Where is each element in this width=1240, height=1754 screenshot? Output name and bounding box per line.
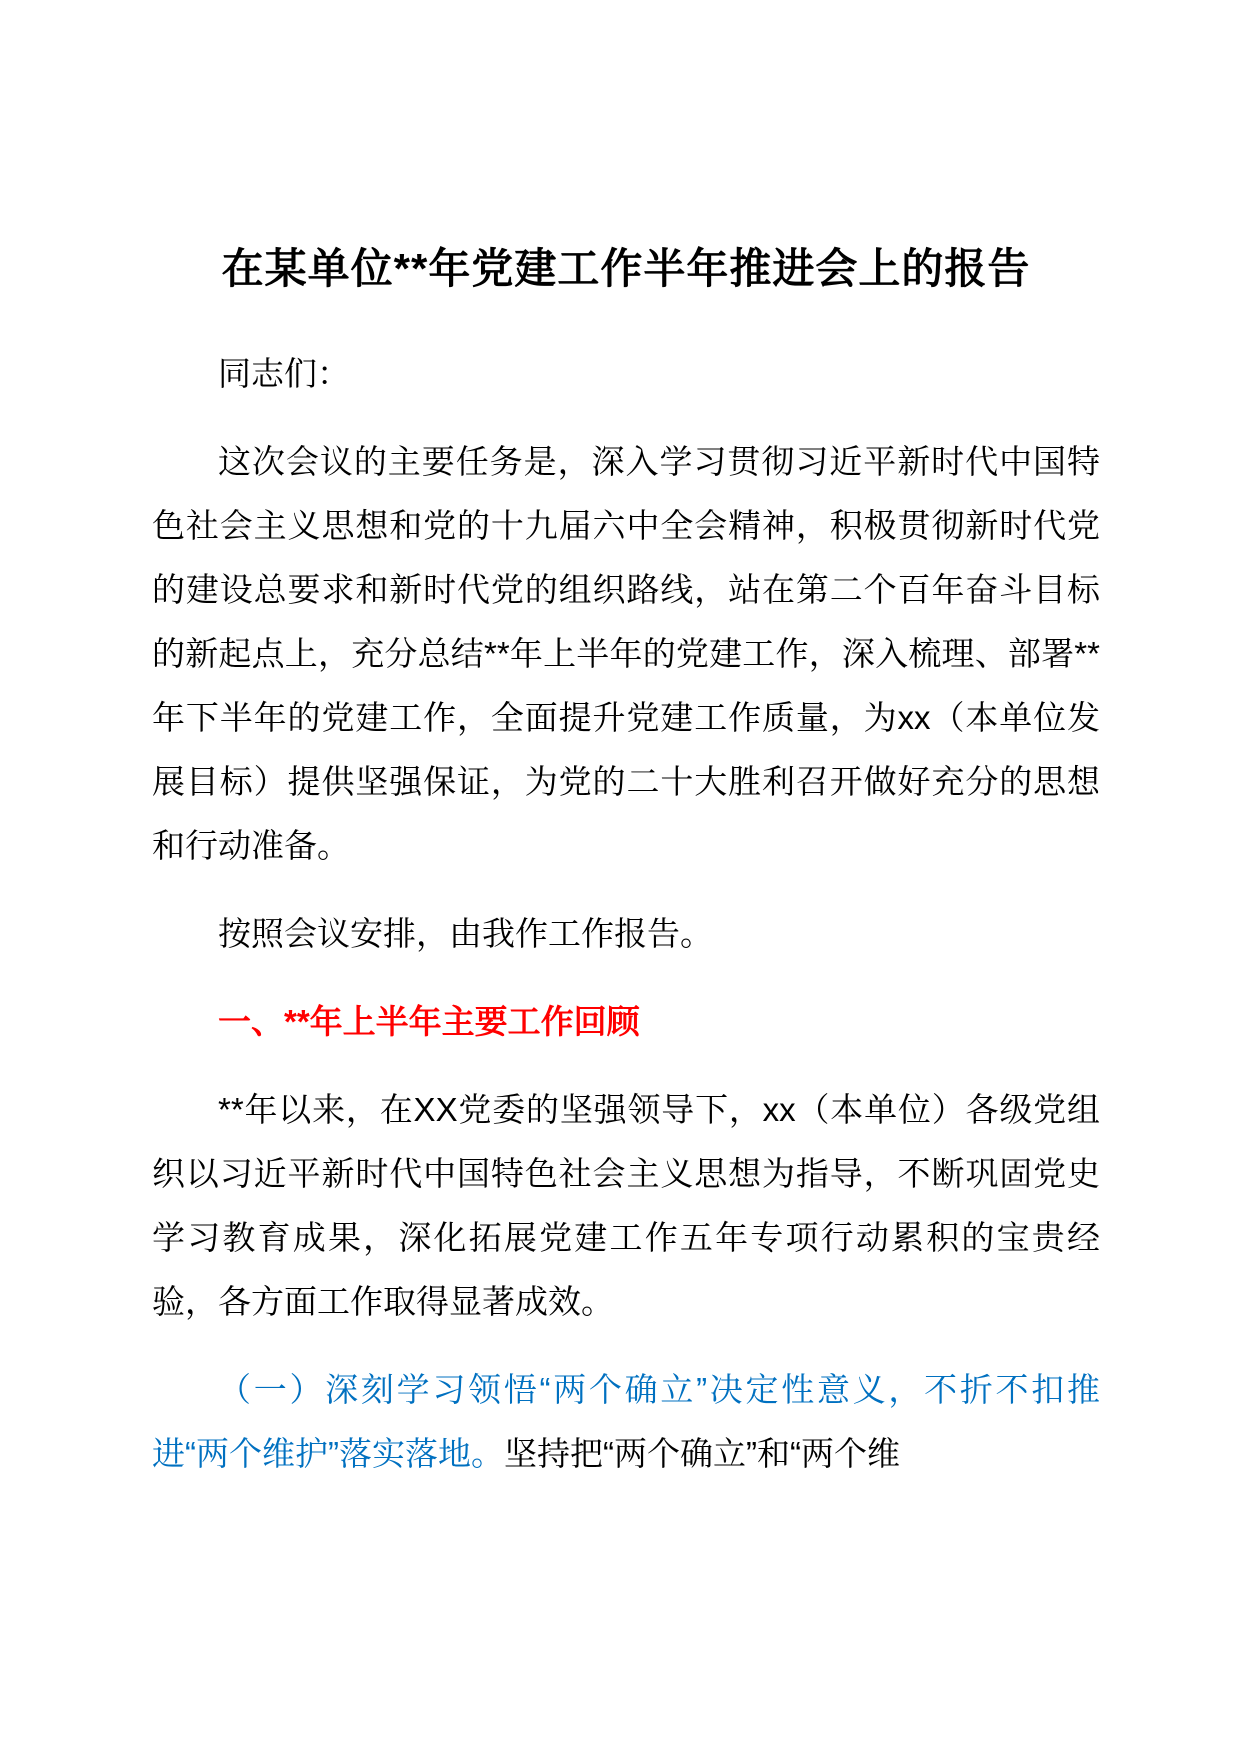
subsection1-body: 坚持把“两个确立”和“两个维: [503, 1435, 900, 1472]
subsection1-paragraph: [152, 1358, 1100, 1486]
paragraph-intro: 这次会议的主要任务是，深入学习贯彻习近平新时代中国特色社会主义思想和党的十九届六中全会精神，积极贯彻新时代党的建设总要求和新时代党的组织路线，站在第二个百年奋斗目标的新起点上，充分总结**年上半年的党建工作，深入梳理、部署**年下半年的党建工作，全面提升党建工作质量，为xx（本单位发展目标）提供坚强保证，为党的二十大胜利召开做好充分的思想和行动准备。: [152, 443, 1100, 864]
paragraph-arrangement: 按照会议安排，由我作工作报告。: [218, 915, 713, 952]
subsection1-lead: （一）深刻学习领悟“两个确立”决定性意义，不折不扣推进“两个维护”落实落地。: [152, 1371, 1100, 1472]
salutation: 同志们：: [218, 355, 350, 392]
section1-heading: 一、**年上半年主要工作回顾: [218, 1003, 640, 1040]
paragraph-review: **年以来，在XX党委的坚强领导下，xx（本单位）各级党组织以习近平新时代中国特色社会主义思想为指导，不断巩固党史学习教育成果，深化拓展党建工作五年专项行动累积的宝贵经验，各方面工作取得显著成效。: [152, 1091, 1100, 1320]
document-title: 在某单位**年党建工作半年推进会上的报告: [221, 245, 1031, 292]
